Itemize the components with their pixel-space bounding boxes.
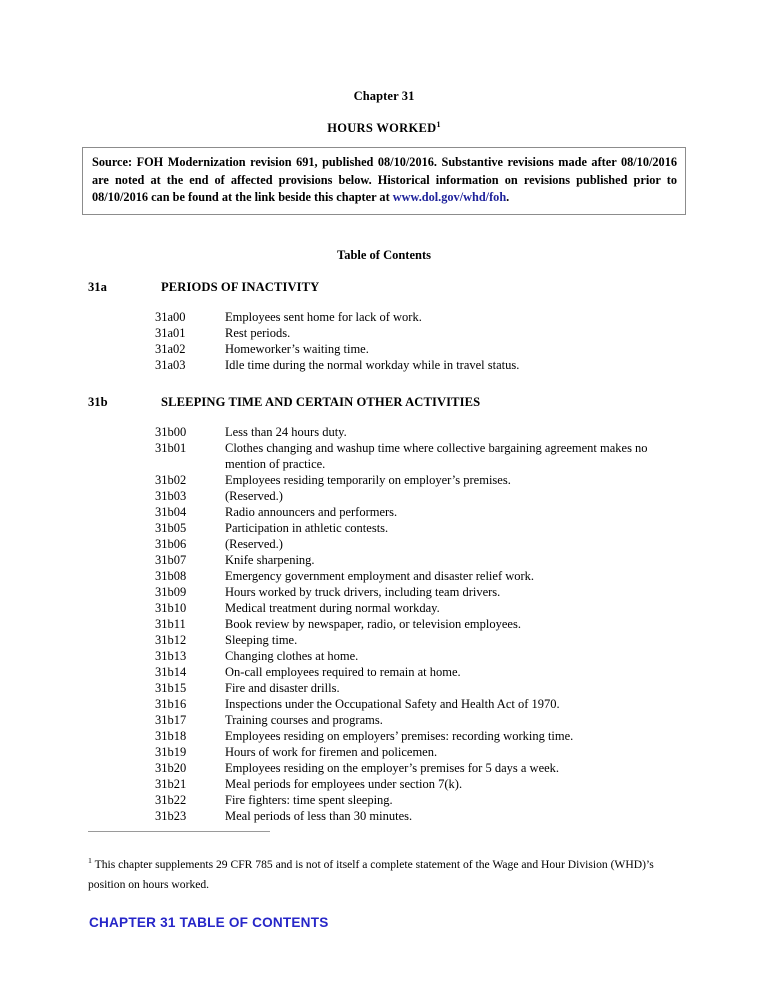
toc-entry[interactable] <box>0 760 768 776</box>
entry-text: Training courses and programs. <box>225 713 383 727</box>
page-title: Chapter 31 <box>353 89 415 103</box>
entry-code: 31b13 <box>155 649 187 663</box>
toc-entry[interactable] <box>0 744 768 760</box>
entry-code: 31b00 <box>155 425 187 439</box>
section-spacer <box>0 373 768 394</box>
entry-code: 31b11 <box>155 617 186 631</box>
toc-entry[interactable] <box>0 600 768 616</box>
entry-text: (Reserved.) <box>225 489 283 503</box>
section-header-31b <box>0 394 768 410</box>
table-of-contents-heading: Table of Contents <box>337 248 431 262</box>
toc-entry[interactable] <box>0 792 768 808</box>
toc-entry[interactable] <box>0 632 768 648</box>
entry-code: 31b18 <box>155 729 187 743</box>
source-note-body: Source: FOH Modernization revision 691, published 08/10/2016. Substantive revisions made after 08/10/2016 are noted at the end of affected provisions below. Historical information on revisions published prior to 08/10/2016 can be found at the link beside this chapter at <box>92 155 677 205</box>
entry-text: (Reserved.) <box>225 537 283 551</box>
source-note-box <box>82 147 686 215</box>
footnote-marker: 1 <box>88 856 92 865</box>
toc-entry[interactable] <box>0 325 768 341</box>
entry-text: Book review by newspaper, radio, or television employees. <box>225 617 521 631</box>
toc-entry[interactable] <box>0 552 768 568</box>
toc-entry[interactable] <box>0 664 768 680</box>
toc-section-31a <box>0 279 768 373</box>
section-header-31a <box>0 279 768 295</box>
entry-text: On-call employees required to remain at home. <box>225 665 461 679</box>
entry-text: Less than 24 hours duty. <box>225 425 347 439</box>
section-title-31b: SLEEPING TIME AND CERTAIN OTHER ACTIVITIES <box>161 395 481 409</box>
footnote-text: This chapter supplements 29 CFR 785 and is not of itself a complete statement of the Wage and Hour Division (WHD)’s position on hours worked. <box>88 857 654 891</box>
footnote <box>88 851 666 895</box>
section-code-31a: 31a <box>88 280 107 294</box>
entry-code: 31b09 <box>155 585 187 599</box>
entry-code: 31b02 <box>155 473 187 487</box>
entry-code: 31b12 <box>155 633 187 647</box>
entry-text: Emergency government employment and disaster relief work. <box>225 569 535 583</box>
entry-code: 31b08 <box>155 569 187 583</box>
page-subtitle <box>0 120 768 136</box>
entry-code: 31b16 <box>155 697 187 711</box>
section-code-31b: 31b <box>88 395 108 409</box>
entry-text: Changing clothes at home. <box>225 649 359 663</box>
entry-text: Homeworker’s waiting time. <box>225 342 369 356</box>
entry-code: 31b01 <box>155 441 187 455</box>
source-note-trailing-period: . <box>506 190 510 205</box>
toc-entry[interactable] <box>0 488 768 504</box>
toc-entry[interactable] <box>0 712 768 728</box>
page-subtitle-text: HOURS WORKED <box>327 121 437 136</box>
section-title-31a: PERIODS OF INACTIVITY <box>161 280 320 294</box>
entry-text: Clothes changing and washup time where collective bargaining agreement makes no mention of practice. <box>225 441 648 471</box>
toc-entry[interactable] <box>0 504 768 520</box>
entry-code: 31b20 <box>155 761 187 775</box>
toc-entry[interactable] <box>0 808 768 824</box>
entry-text: Meal periods of less than 30 minutes. <box>225 809 413 823</box>
entry-code: 31b19 <box>155 745 187 759</box>
entry-code: 31a02 <box>155 342 186 356</box>
entry-code: 31a01 <box>155 326 186 340</box>
toc-entry[interactable] <box>0 568 768 584</box>
entry-code: 31b23 <box>155 809 187 823</box>
toc-entry[interactable] <box>0 440 768 472</box>
entry-text: Fire fighters: time spent sleeping. <box>225 793 393 807</box>
entry-text: Employees residing temporarily on employer’s premises. <box>225 473 511 487</box>
entry-text: Fire and disaster drills. <box>225 681 340 695</box>
entry-code: 31b07 <box>155 553 187 567</box>
entry-text: Knife sharpening. <box>225 553 315 567</box>
entry-text: Medical treatment during normal workday. <box>225 601 440 615</box>
entry-text: Participation in athletic contests. <box>225 521 389 535</box>
toc-entry[interactable] <box>0 728 768 744</box>
entry-code: 31b04 <box>155 505 187 519</box>
toc-entry[interactable] <box>0 357 768 373</box>
entry-text: Sleeping time. <box>225 633 298 647</box>
toc-entry[interactable] <box>0 776 768 792</box>
entry-text: Inspections under the Occupational Safety and Health Act of 1970. <box>225 697 560 711</box>
source-note-text <box>92 154 677 207</box>
toc-entry[interactable] <box>0 680 768 696</box>
toc-entry[interactable] <box>0 616 768 632</box>
toc-entry[interactable] <box>0 520 768 536</box>
toc-entry[interactable] <box>0 341 768 357</box>
toc-entry[interactable] <box>0 424 768 440</box>
entry-text: Hours of work for firemen and policemen. <box>225 745 438 759</box>
entry-text: Rest periods. <box>225 326 291 340</box>
entry-text: Employees residing on the employer’s premises for 5 days a week. <box>225 761 560 775</box>
toc-entry[interactable] <box>0 309 768 325</box>
entry-text: Employees residing on employers’ premises: recording working time. <box>225 729 574 743</box>
chapter-31-table-of-contents-link[interactable]: CHAPTER 31 TABLE OF CONTENTS <box>89 915 329 930</box>
entry-code: 31b21 <box>155 777 187 791</box>
entry-code: 31a03 <box>155 358 186 372</box>
entry-code: 31b17 <box>155 713 187 727</box>
footnote-separator <box>88 831 270 832</box>
toc-section-31b <box>0 394 768 824</box>
table-of-contents <box>0 279 768 824</box>
entry-code: 31b05 <box>155 521 187 535</box>
entry-text: Radio announcers and performers. <box>225 505 398 519</box>
toc-entry[interactable] <box>0 696 768 712</box>
entry-text: Hours worked by truck drivers, including team drivers. <box>225 585 501 599</box>
toc-entry[interactable] <box>0 472 768 488</box>
toc-entry[interactable] <box>0 584 768 600</box>
section-entries-31b <box>0 424 768 824</box>
subtitle-footnote-marker: 1 <box>436 120 441 129</box>
entry-text: Meal periods for employees under section 7(k). <box>225 777 463 791</box>
toc-entry[interactable] <box>0 536 768 552</box>
section-entries-31a <box>0 309 768 373</box>
entry-text: Employees sent home for lack of work. <box>225 310 422 324</box>
entry-code: 31b14 <box>155 665 187 679</box>
entry-code: 31b03 <box>155 489 187 503</box>
entry-code: 31b22 <box>155 793 187 807</box>
toc-entry[interactable] <box>0 648 768 664</box>
entry-text: Idle time during the normal workday while in travel status. <box>225 358 520 372</box>
entry-code: 31a00 <box>155 310 186 324</box>
entry-code: 31b15 <box>155 681 187 695</box>
entry-code: 31b10 <box>155 601 187 615</box>
dol-whd-foh-link[interactable]: www.dol.gov/whd/foh <box>392 190 507 205</box>
entry-code: 31b06 <box>155 537 187 551</box>
